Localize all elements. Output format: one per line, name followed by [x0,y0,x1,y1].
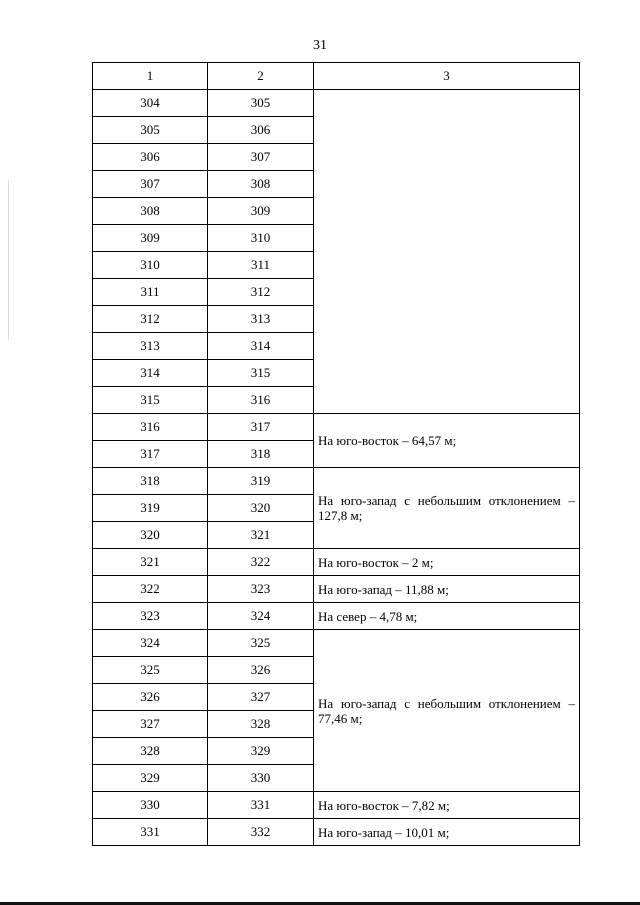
point-to-cell: 331 [208,792,314,819]
point-to-cell: 312 [208,279,314,306]
point-to-cell: 305 [208,90,314,117]
point-from-cell: 323 [93,603,208,630]
point-to-cell: 315 [208,360,314,387]
direction-description-cell: На север – 4,78 м; [314,603,580,630]
point-from-cell: 314 [93,360,208,387]
point-to-cell: 330 [208,765,314,792]
table-row [93,792,580,819]
point-from-cell: 320 [93,522,208,549]
table-row [93,468,580,495]
point-from-cell: 321 [93,549,208,576]
direction-description-cell: На юго-восток – 64,57 м; [314,414,580,468]
point-to-cell: 323 [208,576,314,603]
point-to-cell: 318 [208,441,314,468]
point-from-cell: 306 [93,144,208,171]
point-from-cell: 315 [93,387,208,414]
point-from-cell: 307 [93,171,208,198]
point-to-cell: 316 [208,387,314,414]
table-row [93,90,580,117]
point-from-cell: 311 [93,279,208,306]
table-body [93,90,580,846]
scan-artifact [8,180,9,340]
direction-description-cell: На юго-запад с небольшим отклонением – 127,8 м; [314,468,580,549]
point-from-cell: 331 [93,819,208,846]
point-to-cell: 329 [208,738,314,765]
table-header-row [93,63,580,90]
direction-description-cell: На юго-запад – 10,01 м; [314,819,580,846]
point-to-cell: 311 [208,252,314,279]
point-from-cell: 318 [93,468,208,495]
point-to-cell: 314 [208,333,314,360]
point-from-cell: 324 [93,630,208,657]
point-from-cell: 317 [93,441,208,468]
point-from-cell: 328 [93,738,208,765]
point-from-cell: 308 [93,198,208,225]
point-from-cell: 312 [93,306,208,333]
point-to-cell: 328 [208,711,314,738]
point-from-cell: 326 [93,684,208,711]
point-from-cell: 319 [93,495,208,522]
direction-description-cell [314,90,580,414]
direction-description-cell: На юго-восток – 7,82 м; [314,792,580,819]
point-from-cell: 310 [93,252,208,279]
point-to-cell: 325 [208,630,314,657]
point-from-cell: 330 [93,792,208,819]
table-row [93,603,580,630]
point-to-cell: 320 [208,495,314,522]
table-row [93,576,580,603]
page-number: 31 [313,38,327,53]
point-from-cell: 305 [93,117,208,144]
point-from-cell: 316 [93,414,208,441]
point-from-cell: 325 [93,657,208,684]
point-from-cell: 313 [93,333,208,360]
point-from-cell: 304 [93,90,208,117]
point-to-cell: 307 [208,144,314,171]
point-to-cell: 324 [208,603,314,630]
point-to-cell: 317 [208,414,314,441]
point-to-cell: 319 [208,468,314,495]
table-row [93,819,580,846]
column-header-3: 3 [314,63,580,90]
direction-description-cell: На юго-запад с небольшим отклонением – 77,46 м; [314,630,580,792]
point-from-cell: 327 [93,711,208,738]
point-to-cell: 326 [208,657,314,684]
point-from-cell: 329 [93,765,208,792]
point-from-cell: 309 [93,225,208,252]
point-to-cell: 309 [208,198,314,225]
column-header-2: 2 [208,63,314,90]
point-to-cell: 308 [208,171,314,198]
point-to-cell: 313 [208,306,314,333]
point-to-cell: 310 [208,225,314,252]
table-row [93,630,580,657]
direction-description-cell: На юго-восток – 2 м; [314,549,580,576]
point-to-cell: 306 [208,117,314,144]
direction-description-cell: На юго-запад – 11,88 м; [314,576,580,603]
point-from-cell: 322 [93,576,208,603]
table-row [93,414,580,441]
table-row [93,549,580,576]
coordinates-table [92,62,580,846]
point-to-cell: 332 [208,819,314,846]
column-header-1: 1 [93,63,208,90]
point-to-cell: 327 [208,684,314,711]
point-to-cell: 321 [208,522,314,549]
point-to-cell: 322 [208,549,314,576]
